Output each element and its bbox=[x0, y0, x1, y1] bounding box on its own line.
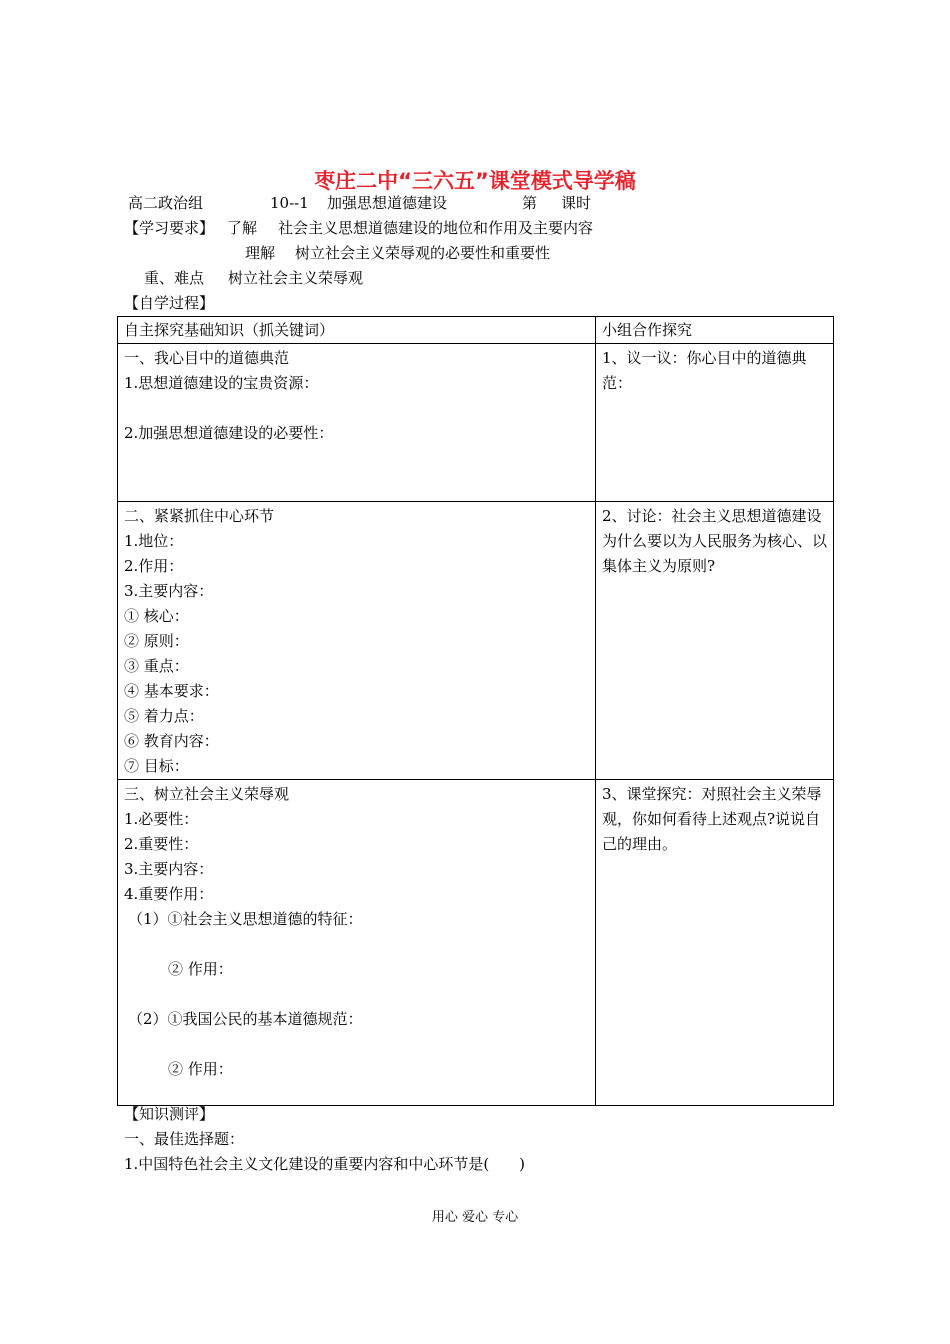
row3-right: 3、课堂探究：对照社会主义荣辱观，你如何看待上述观点?说说自己的理由。 bbox=[596, 780, 834, 1106]
row2-right: 2、讨论：社会主义思想道德建设为什么要以为人民服务为核心、以集体主义为原则? bbox=[596, 502, 834, 780]
table-header-row bbox=[118, 317, 834, 344]
table-row bbox=[118, 344, 834, 502]
list-item: ⑥ 教育内容： bbox=[124, 732, 219, 750]
row2-left bbox=[118, 502, 596, 780]
understand-label: 了解 bbox=[227, 219, 258, 237]
table-row bbox=[118, 502, 834, 780]
evaluation-section: 一、最佳选择题： bbox=[124, 1130, 245, 1148]
list-item: ② 作用： bbox=[168, 1060, 233, 1078]
comprehend-text: 树立社会主义荣辱观的必要性和重要性 bbox=[295, 244, 551, 262]
list-item: ④ 基本要求： bbox=[124, 682, 219, 700]
page-title: 枣庄二中“三六五”课堂模式导学稿 bbox=[314, 169, 636, 193]
row1-left bbox=[118, 344, 596, 502]
list-item: ① 核心： bbox=[124, 607, 189, 625]
list-item: 1.必要性： bbox=[124, 810, 199, 828]
list-item: （2）①我国公民的基本道德规范： bbox=[128, 1010, 363, 1028]
list-item: 一、我心目中的道德典范 bbox=[124, 349, 290, 367]
list-item: 3.主要内容： bbox=[124, 860, 214, 878]
list-item: 1.地位： bbox=[124, 532, 184, 550]
list-item: 2.作用： bbox=[124, 557, 184, 575]
list-item: 1.思想道德建设的宝贵资源： bbox=[124, 374, 319, 392]
key-points-text: 树立社会主义荣辱观 bbox=[228, 269, 364, 287]
list-item: 三、树立社会主义荣辱观 bbox=[124, 785, 290, 803]
group-label: 高二政治组 bbox=[128, 194, 204, 212]
study-table bbox=[117, 316, 834, 1106]
lesson-keshi: 课时 bbox=[561, 194, 592, 212]
list-item: 4.重要作用： bbox=[124, 885, 214, 903]
list-item: ⑦ 目标： bbox=[124, 757, 189, 775]
list-item: ② 作用： bbox=[168, 960, 233, 978]
header-group-study: 小组合作探究 bbox=[596, 317, 834, 344]
list-item: 2.加强思想道德建设的必要性： bbox=[124, 424, 334, 442]
self-study-label: 【自学过程】 bbox=[124, 294, 215, 312]
list-item: 3.主要内容： bbox=[124, 582, 214, 600]
table-row bbox=[118, 780, 834, 1106]
list-item: （1）①社会主义思想道德的特征： bbox=[128, 910, 363, 928]
list-item: 2.重要性： bbox=[124, 835, 199, 853]
footer-text: 用心 爱心 专心 bbox=[431, 1210, 519, 1225]
lesson-title: 加强思想道德建设 bbox=[327, 194, 448, 212]
comprehend-label: 理解 bbox=[245, 244, 276, 262]
question-1: 1.中国特色社会主义文化建设的重要内容和中心环节是( ) bbox=[124, 1155, 526, 1173]
lesson-di: 第 bbox=[522, 194, 538, 212]
row3-left bbox=[118, 780, 596, 1106]
list-item: 二、紧紧抓住中心环节 bbox=[124, 507, 275, 525]
understand-text: 社会主义思想道德建设的地位和作用及主要内容 bbox=[278, 219, 594, 237]
evaluation-label: 【知识测评】 bbox=[124, 1105, 215, 1123]
header-self-study: 自主探究基础知识（抓关键词） bbox=[118, 317, 596, 344]
list-item: ⑤ 着力点： bbox=[124, 707, 204, 725]
key-points-label: 重、难点 bbox=[144, 269, 205, 287]
list-item: ③ 重点： bbox=[124, 657, 189, 675]
requirements-label: 【学习要求】 bbox=[124, 219, 215, 237]
list-item: ② 原则： bbox=[124, 632, 189, 650]
row1-right: 1、议一议：你心目中的道德典范： bbox=[596, 344, 834, 502]
lesson-number: 10--1 bbox=[270, 194, 309, 212]
